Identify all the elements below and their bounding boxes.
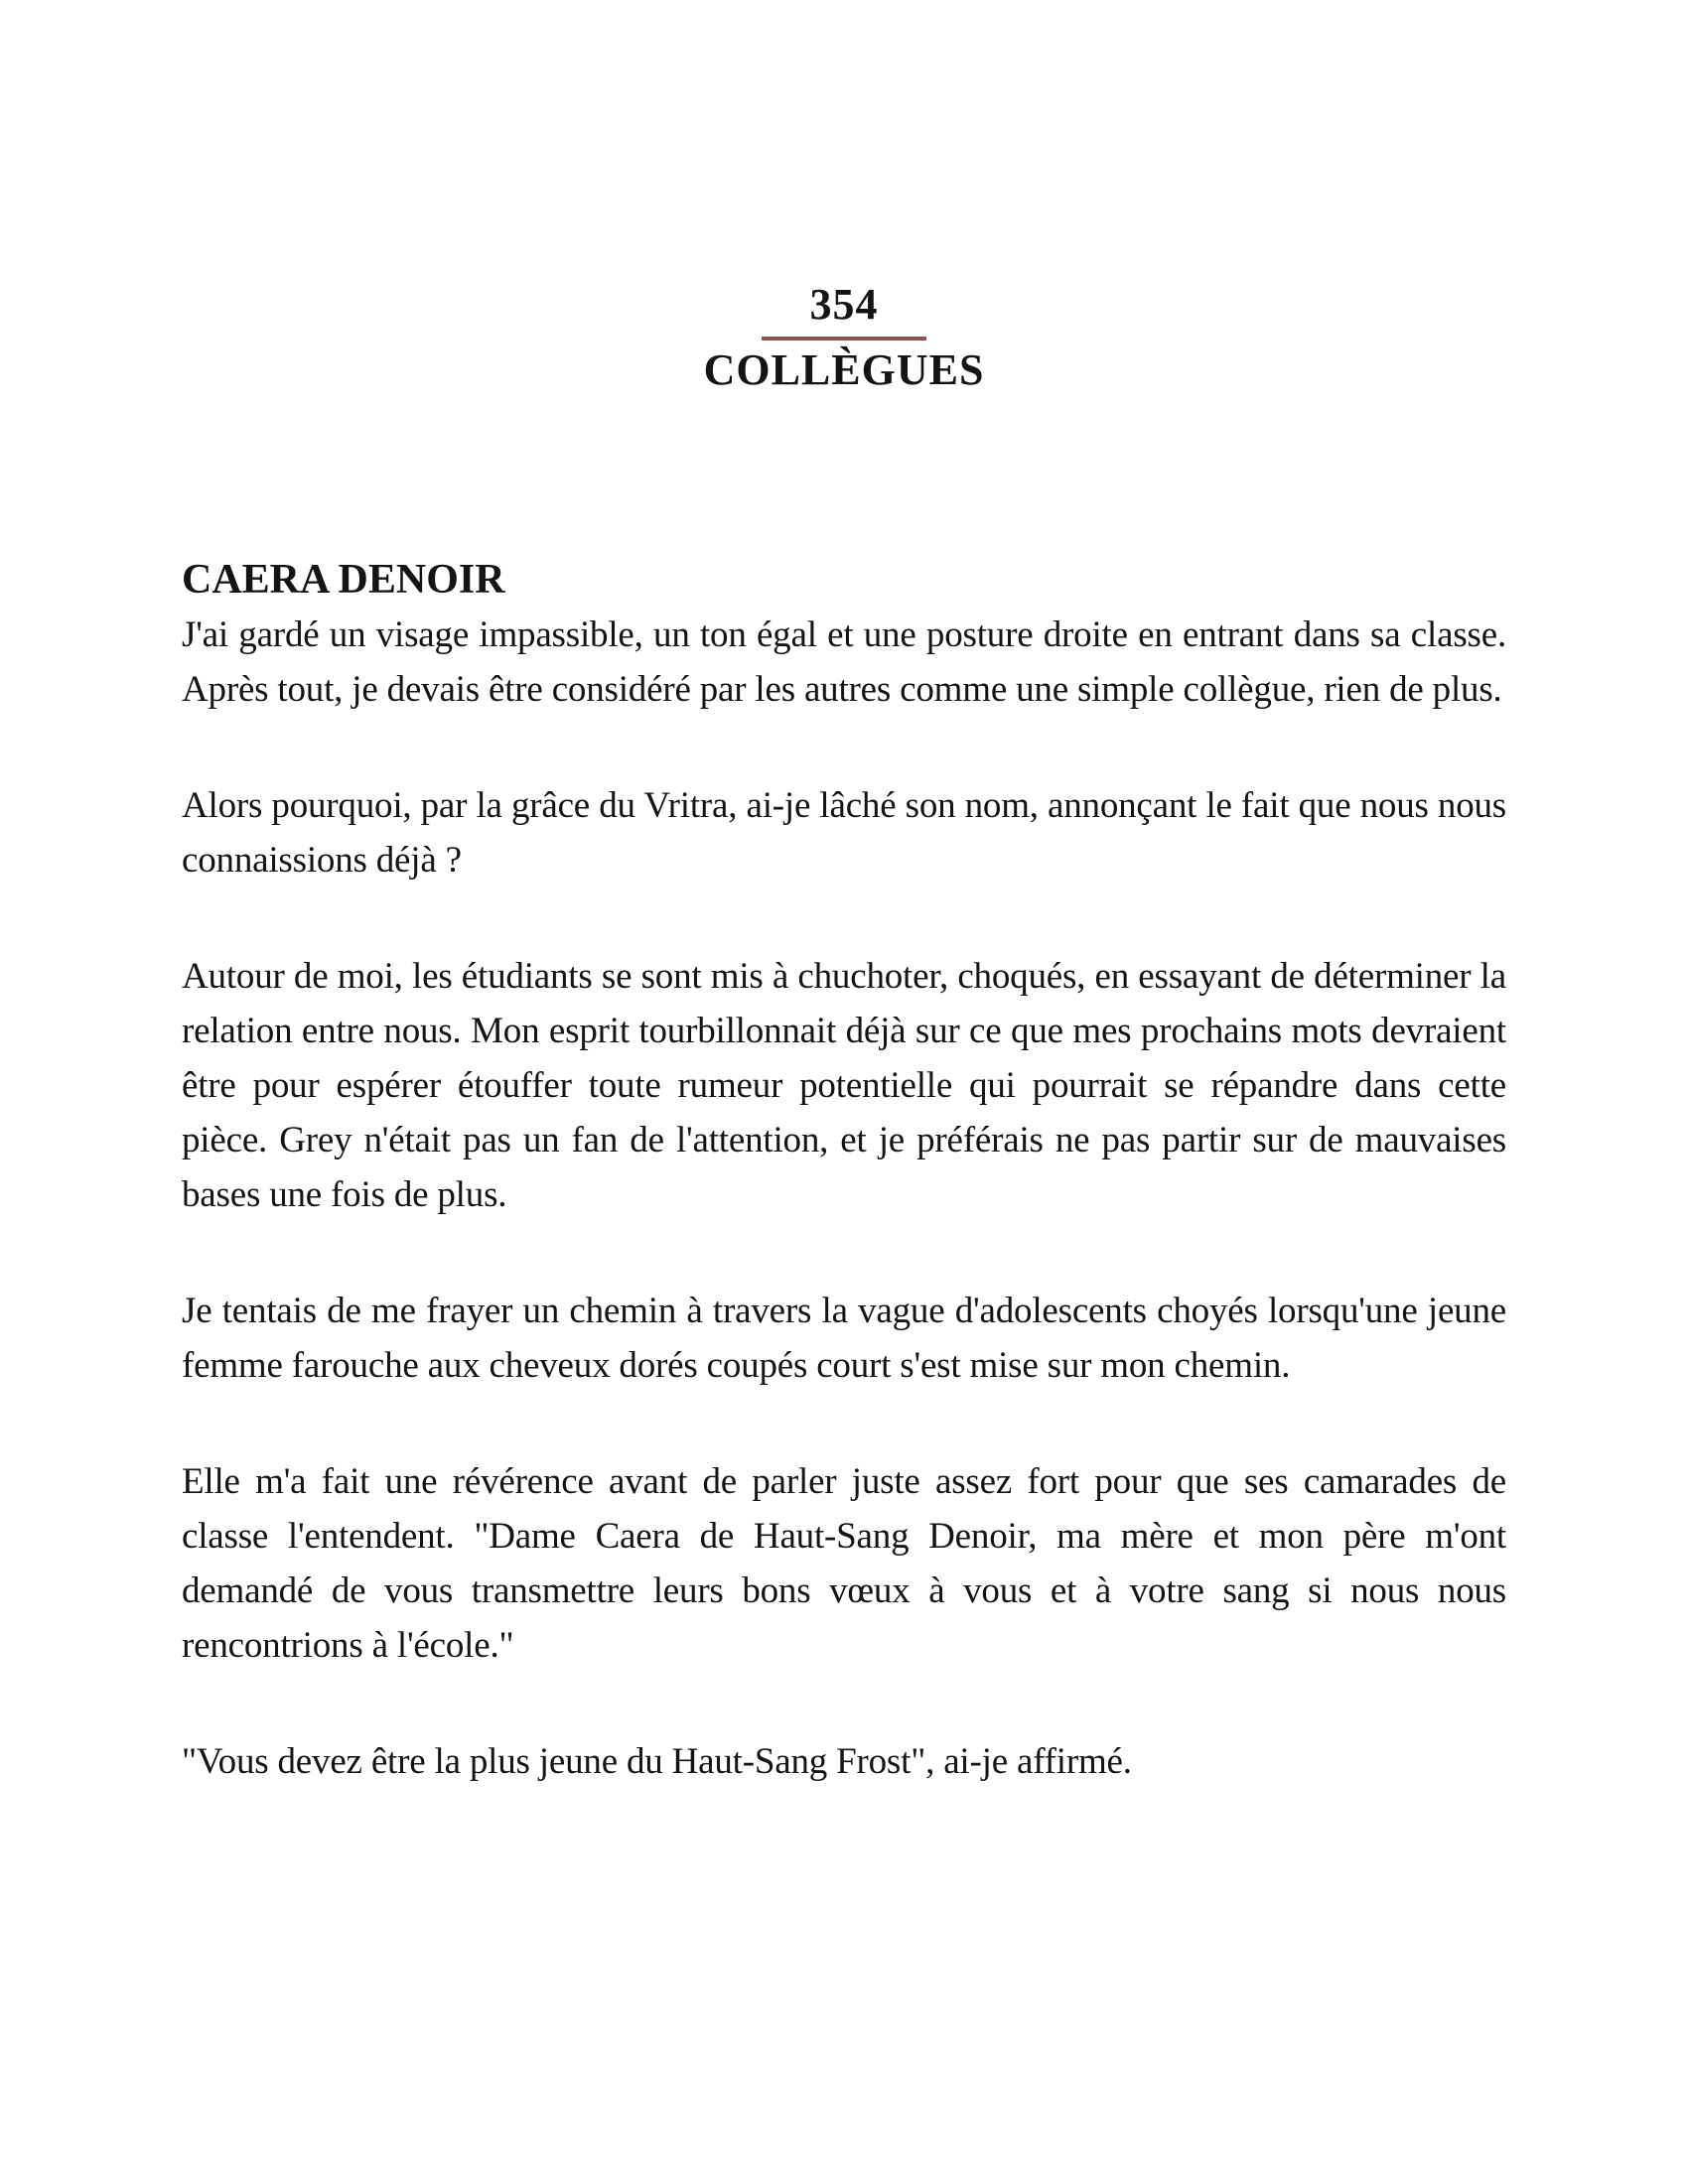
body-paragraph: Elle m'a fait une révérence avant de parler juste assez fort pour que ses camarades de classe l'entendent. "Dame Caera de Haut-Sang Denoir, ma mère et mon père m'ont demandé de vous transmettre leurs bons vœux à vous et à votre sang si nous nous rencontrions à l'école." <box>182 1461 1506 1666</box>
chapter-title: COLLÈGUES <box>703 345 985 394</box>
page-body <box>182 553 1506 1789</box>
body-paragraph: Autour de moi, les étudiants se sont mis à chuchoter, choqués, en essayant de déterminer la relation entre nous. Mon esprit tourbillonnait déjà sur ce que mes prochains mots devraient être pour espérer étouffer toute rumeur potentielle qui pourrait se répandre dans cette pièce. Grey n'était pas un fan de l'attention, et je préférais ne pas partir sur de mauvaises bases une fois de plus. <box>182 956 1506 1215</box>
body-paragraph: Je tentais de me frayer un chemin à travers la vague d'adolescents choyés lorsqu'une jeune femme farouche aux cheveux dorés coupés court s'est mise sur mon chemin. <box>182 1291 1506 1386</box>
chapter-header <box>0 0 1688 392</box>
chapter-number: 354 <box>809 280 879 329</box>
chapter-divider <box>762 337 926 341</box>
body-paragraph: J'ai gardé un visage impassible, un ton égal et une posture droite en entrant dans sa classe. Après tout, je devais être considéré par les autres comme une simple collègue, rien de plus. <box>182 614 1506 710</box>
section-heading: CAERA DENOIR <box>182 557 505 603</box>
body-paragraph: "Vous devez être la plus jeune du Haut-Sang Frost", ai-je affirmé. <box>182 1741 1132 1782</box>
body-paragraph: Alors pourquoi, par la grâce du Vritra, ai-je lâché son nom, annonçant le fait que nous nous connaissions déjà ? <box>182 785 1506 881</box>
